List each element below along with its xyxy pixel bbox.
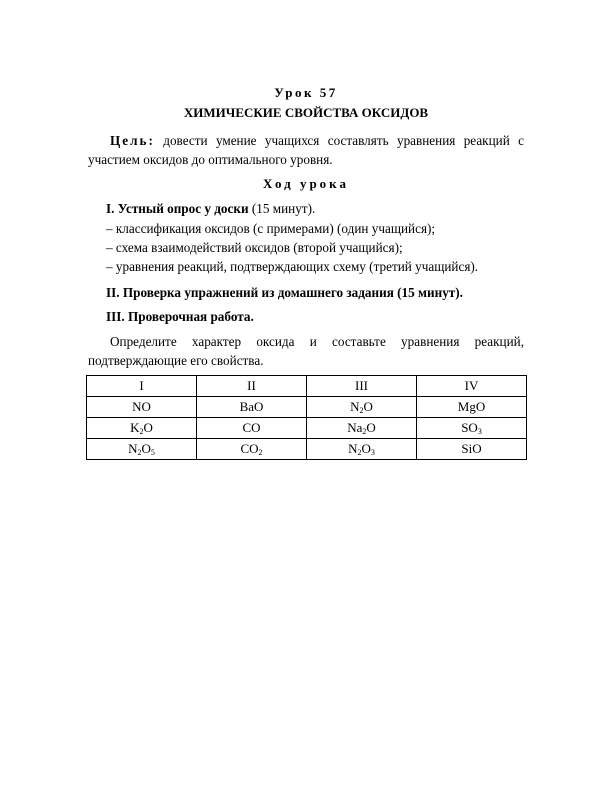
formula-tail: O bbox=[143, 420, 153, 435]
formula-subscript: 2 bbox=[137, 448, 142, 457]
table-row bbox=[87, 439, 527, 460]
section-1-title: I. Устный опрос у доски bbox=[106, 201, 249, 216]
section-2-heading: II. Проверка упражнений из домашнего задания (15 минут). bbox=[106, 285, 463, 300]
section-1-item: – схема взаимодействий оксидов (второй учащийся); bbox=[106, 240, 403, 255]
formula-base: BaO bbox=[239, 399, 264, 414]
formula-subscript: 3 bbox=[477, 427, 482, 436]
oxide-formula-cell bbox=[197, 397, 307, 418]
formula-subscript: 2 bbox=[258, 448, 263, 457]
section-1-heading bbox=[106, 201, 315, 217]
column-header: I bbox=[87, 376, 197, 397]
oxide-formula-cell bbox=[307, 439, 417, 460]
oxide-formula-cell bbox=[197, 418, 307, 439]
formula-base: N bbox=[128, 441, 138, 456]
formula-subscript: 2 bbox=[359, 406, 364, 415]
oxide-formula-cell bbox=[417, 418, 527, 439]
formula-subscript: 5 bbox=[150, 448, 155, 457]
formula-base: SiO bbox=[461, 441, 482, 456]
lesson-goal bbox=[88, 131, 524, 169]
table-header-row bbox=[87, 376, 527, 397]
lesson-number: Урок 57 bbox=[274, 85, 338, 100]
goal-text: довести умение учащихся составлять уравнения реакций с участием оксидов до оптимального уровня. bbox=[88, 133, 524, 167]
oxide-formula-cell bbox=[87, 439, 197, 460]
formula-base: Na bbox=[347, 420, 363, 435]
section-1-item: – классификация оксидов (с примерами) (один учащийся); bbox=[106, 221, 436, 236]
section-1-duration: (15 минут). bbox=[248, 201, 316, 216]
formula-base: N bbox=[350, 399, 360, 414]
oxide-formula-cell bbox=[307, 418, 417, 439]
section-1-item: – уравнения реакций, подтверждающих схему (третий учащийся). bbox=[106, 259, 479, 274]
formula-tail: O bbox=[366, 420, 376, 435]
table-row bbox=[87, 418, 527, 439]
table-row bbox=[87, 397, 527, 418]
formula-subscript: 2 bbox=[357, 448, 362, 457]
oxide-formula-cell bbox=[307, 397, 417, 418]
formula-base: SO bbox=[461, 420, 478, 435]
oxide-formula-cell bbox=[417, 439, 527, 460]
oxide-formula-cell bbox=[87, 418, 197, 439]
formula-subscript: 2 bbox=[139, 427, 144, 436]
section-3-heading: III. Проверочная работа. bbox=[106, 309, 254, 324]
formula-base: K bbox=[130, 420, 140, 435]
formula-base: NO bbox=[132, 399, 151, 414]
course-heading: Ход урока bbox=[263, 176, 349, 191]
formula-subscript: 2 bbox=[362, 427, 367, 436]
formula-tail: O bbox=[361, 441, 371, 456]
oxide-formula-cell bbox=[417, 397, 527, 418]
formula-base: CO bbox=[240, 441, 259, 456]
oxides-table bbox=[86, 375, 527, 460]
formula-base: CO bbox=[242, 420, 261, 435]
formula-tail: O bbox=[141, 441, 151, 456]
oxide-formula-cell bbox=[87, 397, 197, 418]
formula-base: MgO bbox=[457, 399, 486, 414]
formula-tail: O bbox=[363, 399, 373, 414]
task-text: Определите характер оксида и составьте уравнения реакций, подтверждающие его свойства. bbox=[88, 334, 524, 368]
column-header: II bbox=[197, 376, 307, 397]
oxide-formula-cell bbox=[197, 439, 307, 460]
goal-label: Цель: bbox=[110, 133, 155, 148]
column-header: IV bbox=[417, 376, 527, 397]
formula-base: N bbox=[348, 441, 358, 456]
formula-subscript: 3 bbox=[370, 448, 375, 457]
column-header: III bbox=[307, 376, 417, 397]
lesson-title: ХИМИЧЕСКИЕ СВОЙСТВА ОКСИДОВ bbox=[183, 105, 429, 120]
